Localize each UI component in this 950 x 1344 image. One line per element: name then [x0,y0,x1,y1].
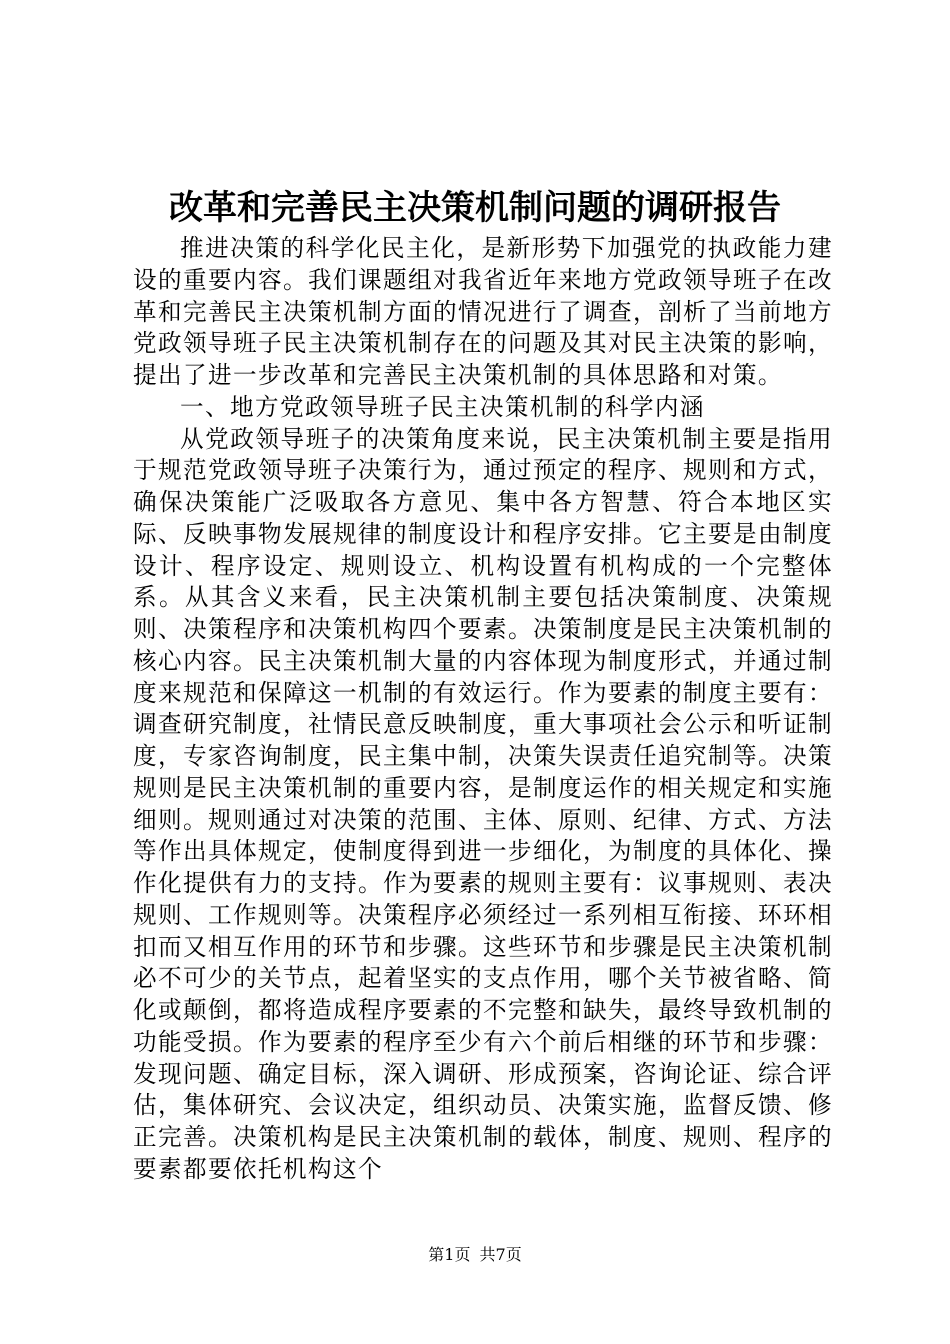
section-heading: 一、地方党政领导班子民主决策机制的科学内涵 [180,392,705,421]
intro-paragraph: 推进决策的科学化民主化，是新形势下加强党的执政能力建设的重要内容。我们课题组对我省近年来地方党政领导班子在改革和完善民主决策机制方面的情况进行了调查，剖析了当前地方党政领导班子民主决策机制存在的问题及其对民主决策的影响，提出了进一步改革和完善民主决策机制的具体思路和对策。 [133,234,833,389]
page-number: 第1页 [428,1245,471,1264]
document-body [133,233,833,1186]
page-footer [0,1243,950,1267]
body-paragraph: 从党政领导班子的决策角度来说，民主决策机制主要是指用于规范党政领导班子决策行为，通过预定的程序、规则和方式，确保决策能广泛吸取各方意见、集中各方智慧、符合本地区实际、反映事物发展规律的制度设计和程序安排。它主要是由制度设计、程序设定、规则设立、机构设置有机构成的一个完整体系。从其含义来看，民主决策机制主要包括决策制度、决策规则、决策程序和决策机构四个要素。决策制度是民主决策机制的核心内容。民主决策机制大量的内容体现为制度形式，并通过制度来规范和保障这一机制的有效运行。作为要素的制度主要有：调查研究制度，社情民意反映制度，重大事项社会公示和听证制度，专家咨询制度，民主集中制，决策失误责任追究制等。决策规则是民主决策机制的重要内容，是制度运作的相关规定和实施细则。规则通过对决策的范围、主体、原则、纪律、方式、方法等作出具体规定，使制度得到进一步细化，为制度的具体化、操作化提供有力的支持。作为要素的规则主要有：议事规则、表决规则、工作规则等。决策程序必须经过一系列相互衔接、环环相扣而又相互作用的环节和步骤。这些环节和步骤是民主决策机制必不可少的关节点，起着坚实的支点作用，哪个关节被省略、简化或颠倒，都将造成程序要素的不完整和缺失，最终导致机制的功能受损。作为要素的程序至少有六个前后相继的环节和步骤：发现问题、确定目标，深入调研、形成预案，咨询论证、综合评估，集体研究、会议决定，组织动员、决策实施，监督反馈、修正完善。决策机构是民主决策机制的载体，制度、规则、程序的要素都要依托机构这个 [133,424,833,1183]
document-title: 改革和完善民主决策机制问题的调研报告 [169,188,781,228]
page-total: 共7页 [479,1245,522,1264]
